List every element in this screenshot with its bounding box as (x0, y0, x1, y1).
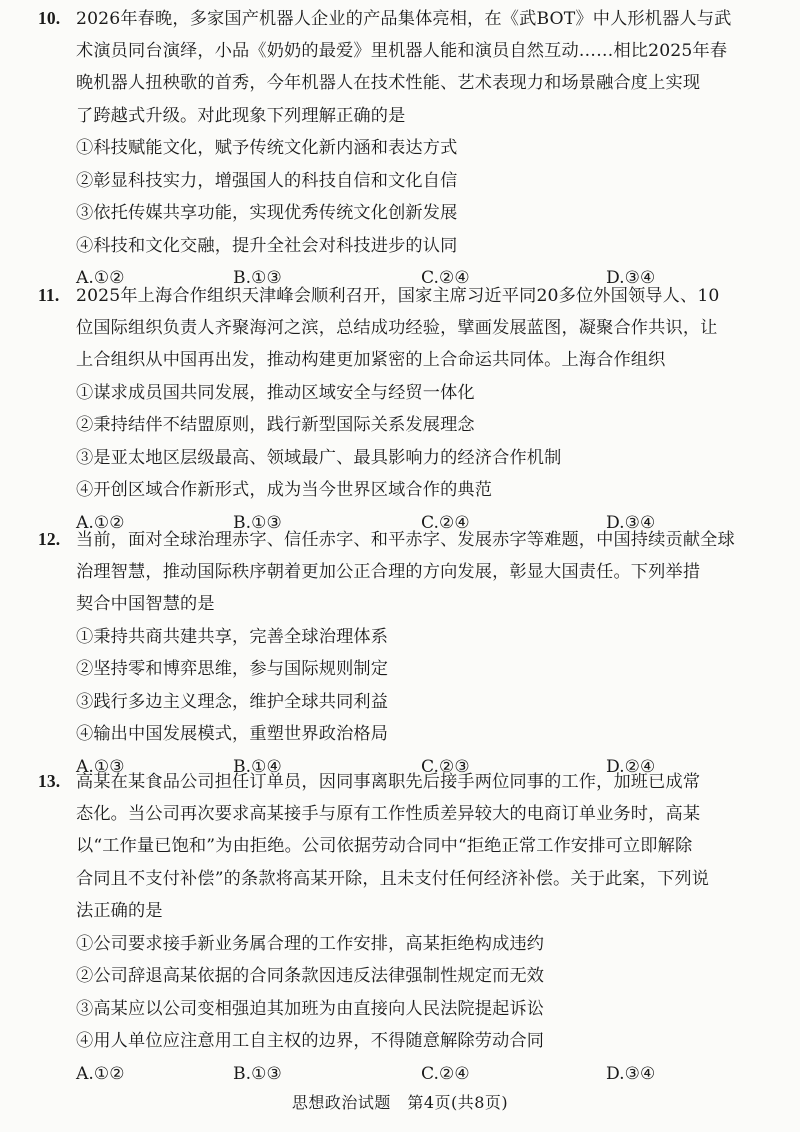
question-10 (38, 2, 768, 295)
choice-d[interactable]: D.③④ (606, 512, 656, 533)
stem-line: 态化。当公司再次要求高某接手与原有工作性质差异较大的电商订单业务时，高某 (76, 803, 701, 824)
statement-3: ③高某应以公司变相强迫其加班为由直接向人民法院提起诉讼 (76, 998, 545, 1019)
stem-line: 高某在某食品公司担任订单员，因同事离职先后接手两位同事的工作，加班已成常 (76, 772, 701, 792)
stem-line: 位国际组织负责人齐聚海河之滨，总结成功经验，擘画发展蓝图，凝聚合作共识，让 (76, 317, 718, 338)
statement-1: ①科技赋能文化，赋予传统文化新内涵和表达方式 (76, 138, 458, 158)
answer-choices (38, 1058, 768, 1091)
stem-line: 2026年春晚，多家国产机器人企业的产品集体亮相，在《武BOT》中人形机器人与武 (76, 9, 732, 29)
statement-3: ③依托传媒共享功能，实现优秀传统文化创新发展 (76, 203, 458, 223)
choice-b[interactable]: B.①③ (233, 1063, 282, 1084)
choice-a[interactable]: A.①② (76, 1063, 125, 1084)
statement-4: ④输出中国发展模式，重塑世界政治格局 (76, 724, 389, 744)
stem-line: 法正确的是 (76, 901, 163, 921)
statement-3: ③践行多边主义理念，维护全球共同利益 (76, 691, 389, 712)
statement-4: ④科技和文化交融，提升全社会对科技进步的认同 (76, 235, 458, 256)
question-13 (38, 765, 768, 1090)
question-stem (38, 523, 768, 621)
choice-d[interactable]: D.③④ (606, 268, 656, 288)
statement-4: ④开创区域合作新形式，成为当今世界区域合作的典范 (76, 480, 493, 500)
stem-line: 2025年上海合作组织天津峰会顺利召开，国家主席习近平同20多位外国领导人、10 (76, 286, 720, 306)
stem-line: 术演员同台演绎，小品《奶奶的最爱》里机器人能和演员自然互动……相比2025年春 (76, 40, 728, 61)
choice-d[interactable]: D.②④ (606, 756, 656, 777)
stem-line: 晚机器人扭秧歌的首秀，今年机器人在技术性能、艺术表现力和场景融合度上实现 (76, 73, 701, 93)
statement-1: ①秉持共商共建共享，完善全球治理体系 (76, 626, 389, 647)
question-number: 11. (38, 285, 60, 305)
stem-line: 了跨越式升级。对此现象下列理解正确的是 (76, 105, 406, 126)
stem-line: 合同且不支付补偿”的条款将高某开除，且未支付任何经济补偿。关于此案，下列说 (76, 868, 710, 889)
question-stem (38, 765, 768, 928)
statement-1: ①谋求成员国共同发展，推动区域安全与经贸一体化 (76, 382, 475, 403)
question-number: 10. (38, 8, 61, 28)
choice-c[interactable]: C.②④ (421, 268, 470, 288)
statement-1: ①公司要求接手新业务属合理的工作安排，高某拒绝构成违约 (76, 933, 545, 954)
question-number: 12. (38, 529, 61, 549)
statement-4: ④用人单位应注意用工自主权的边界，不得随意解除劳动合同 (76, 1031, 545, 1051)
stem-line: 契合中国智慧的是 (76, 594, 215, 614)
choice-b[interactable]: B.①④ (233, 756, 282, 777)
statement-2: ②秉持结伴不结盟原则，践行新型国际关系发展理念 (76, 415, 475, 435)
question-stem (38, 279, 768, 377)
question-number: 13. (38, 771, 61, 791)
stem-line: 当前，面对全球治理赤字、信任赤字、和平赤字、发展赤字等难题，中国持续贡献全球 (76, 530, 735, 550)
statement-2: ②彰显科技实力，增强国人的科技自信和文化自信 (76, 170, 458, 191)
choice-c[interactable]: C.②④ (421, 1063, 470, 1084)
stem-line: 上合组织从中国再出发，推动构建更加紧密的上合命运共同体。上海合作组织 (76, 350, 666, 370)
choice-c[interactable]: C.②③ (421, 756, 470, 777)
statement-2: ②坚持零和博弈思维，参与国际规则制定 (76, 659, 389, 679)
choice-b[interactable]: B.①③ (233, 512, 282, 533)
question-stem (38, 2, 768, 132)
choice-b[interactable]: B.①③ (233, 268, 282, 288)
choice-a[interactable]: A.①② (76, 268, 125, 288)
stem-line: 治理智慧，推动国际秩序朝着更加公正合理的方向发展，彰显大国责任。下列举措 (76, 561, 701, 582)
statement-3: ③是亚太地区层级最高、领域最广、最具影响力的经济合作机制 (76, 447, 562, 468)
stem-line: 以“工作量已饱和”为由拒绝。公司依据劳动合同中“拒绝正常工作安排可立即解除 (76, 836, 693, 856)
statement-2: ②公司辞退高某依据的合同条款因违反法律强制性规定而无效 (76, 966, 545, 986)
page-footer: 思想政治试题 第4页(共8页) (291, 1093, 509, 1112)
choice-c[interactable]: C.②④ (421, 512, 470, 533)
choice-a[interactable]: A.①③ (76, 756, 125, 777)
choice-d[interactable]: D.③④ (606, 1063, 656, 1084)
question-11 (38, 279, 768, 539)
question-12 (38, 523, 768, 783)
choice-a[interactable]: A.①② (76, 512, 125, 533)
